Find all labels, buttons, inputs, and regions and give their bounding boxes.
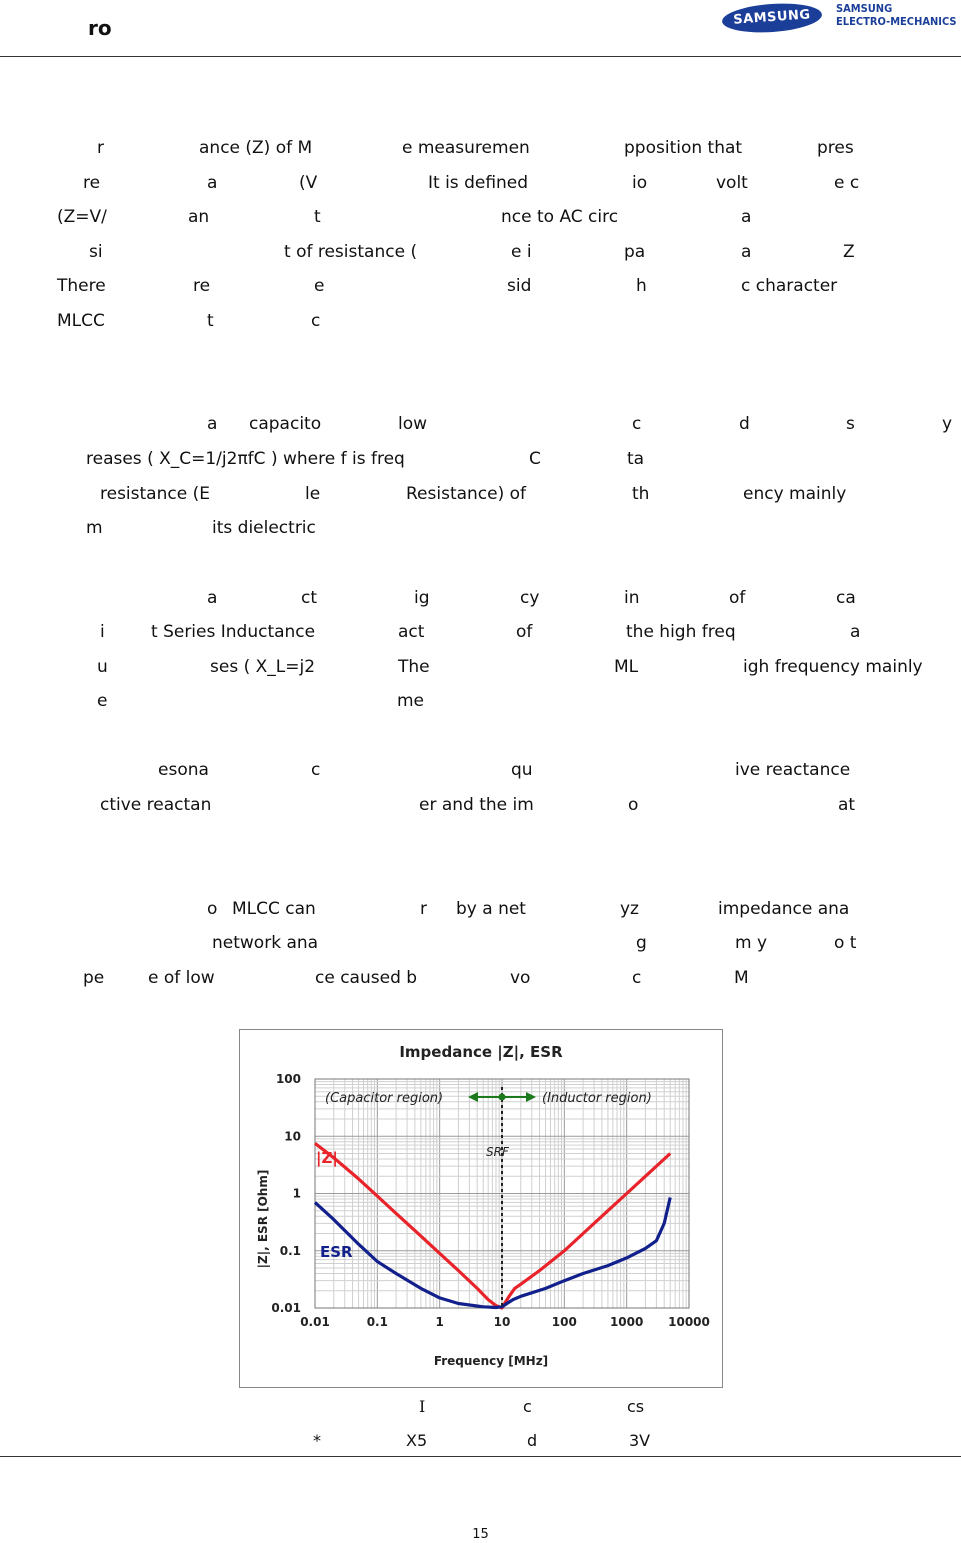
- text-fragment: o: [628, 795, 639, 815]
- esr-series-label: ESR: [320, 1243, 353, 1261]
- caption-fragment: I: [419, 1397, 426, 1416]
- text-fragment: ca: [836, 588, 856, 608]
- text-fragment: its dielectric: [212, 518, 316, 538]
- text-fragment: in: [624, 588, 640, 608]
- x-tick-label: 1000: [609, 1315, 644, 1329]
- x-tick-label: 1: [435, 1315, 444, 1329]
- text-fragment: at: [838, 795, 856, 815]
- samsung-logo: [722, 2, 958, 32]
- text-fragment: ct: [301, 588, 318, 608]
- caption-fragment: cs: [627, 1397, 645, 1416]
- text-fragment: capacito: [249, 414, 322, 434]
- text-fragment: t: [207, 311, 214, 331]
- text-fragment: The: [398, 657, 430, 677]
- text-fragment: si: [89, 242, 103, 262]
- text-fragment: a: [207, 414, 218, 434]
- text-fragment: ce caused b: [315, 968, 418, 988]
- text-fragment: c: [311, 760, 321, 780]
- caption-fragment: *: [313, 1431, 321, 1450]
- text-fragment: t Series Inductance: [151, 622, 316, 642]
- caption-fragment: d: [527, 1431, 538, 1450]
- text-fragment: pposition that: [624, 138, 743, 158]
- text-fragment: ive reactance: [735, 760, 851, 780]
- x-tick-label: 0.1: [366, 1315, 388, 1329]
- text-fragment: c: [632, 414, 642, 434]
- text-fragment: t: [314, 207, 321, 227]
- text-fragment: volt: [716, 173, 748, 193]
- text-fragment: ig: [414, 588, 430, 608]
- text-fragment: le: [305, 484, 321, 504]
- text-fragment: er and the im: [419, 795, 534, 815]
- text-fragment: It is defined: [428, 173, 529, 193]
- z-series-label: |Z|: [316, 1149, 338, 1167]
- text-fragment: y: [942, 414, 953, 434]
- text-fragment: of: [516, 622, 533, 642]
- logo-division-line2: ELECTRO-MECHANICS: [836, 15, 957, 28]
- text-fragment: igh frequency mainly: [743, 657, 923, 677]
- text-fragment: u: [97, 657, 108, 677]
- text-fragment: resistance (E: [100, 484, 210, 504]
- header-rule: [0, 56, 961, 57]
- capacitor-region-label: (Capacitor region): [325, 1091, 444, 1106]
- text-fragment: e: [314, 276, 325, 296]
- srf-label: SRF: [486, 1145, 509, 1159]
- text-fragment: Z: [843, 242, 855, 262]
- text-fragment: me: [397, 691, 425, 711]
- text-fragment: a: [850, 622, 861, 642]
- y-tick-label: 10: [284, 1129, 301, 1144]
- text-fragment: a: [741, 242, 752, 262]
- text-fragment: o: [207, 899, 218, 919]
- text-fragment: e of low: [148, 968, 215, 988]
- text-fragment: act: [398, 622, 425, 642]
- text-fragment: esona: [158, 760, 209, 780]
- text-fragment: r: [97, 138, 104, 158]
- text-fragment: d: [739, 414, 750, 434]
- text-fragment: t of resistance (: [284, 242, 418, 262]
- srf-marker-dot: [499, 1094, 506, 1101]
- text-fragment: by a net: [456, 899, 526, 919]
- text-fragment: s: [846, 414, 855, 434]
- text-fragment: c character: [741, 276, 838, 296]
- text-fragment: yz: [620, 899, 639, 919]
- text-fragment: i: [100, 622, 105, 642]
- chart-frame: [240, 1030, 723, 1388]
- x-tick-label: 10: [493, 1315, 511, 1329]
- text-fragment: There: [57, 276, 106, 296]
- text-fragment: e: [97, 691, 108, 711]
- y-tick-label: 0.1: [279, 1243, 301, 1258]
- y-tick-label: 0.01: [271, 1301, 301, 1315]
- impedance-esr-chart: [239, 1029, 723, 1388]
- text-fragment: M: [734, 968, 749, 988]
- logo-brand: SAMSUNG: [732, 7, 812, 28]
- text-fragment: ctive reactan: [100, 795, 212, 815]
- text-fragment: impedance ana: [718, 899, 850, 919]
- caption-fragment: c: [523, 1397, 532, 1416]
- inductor-region-label: (Inductor region): [542, 1091, 652, 1106]
- text-fragment: h: [636, 276, 647, 296]
- x-tick-label: 10000: [668, 1315, 710, 1329]
- text-fragment: e measuremen: [402, 138, 530, 158]
- y-axis-label: |Z|, ESR [Ohm]: [256, 1169, 270, 1269]
- text-fragment: m y: [735, 933, 768, 953]
- x-tick-label: 100: [551, 1315, 577, 1329]
- text-fragment: pres: [817, 138, 854, 158]
- samsung-oval-logo-icon: [721, 1, 823, 36]
- text-fragment: qu: [511, 760, 533, 780]
- text-fragment: low: [398, 414, 428, 434]
- text-fragment: o t: [834, 933, 857, 953]
- caption-fragment: 3V: [629, 1431, 651, 1450]
- x-axis-label: Frequency [MHz]: [433, 1354, 549, 1368]
- y-tick-label: 1: [292, 1186, 301, 1201]
- text-fragment: network ana: [212, 933, 319, 953]
- text-fragment: g: [636, 933, 647, 953]
- text-fragment: re: [193, 276, 211, 296]
- text-fragment: an: [188, 207, 210, 227]
- text-fragment: re: [83, 173, 101, 193]
- text-fragment: ML: [614, 657, 639, 677]
- logo-division-line1: SAMSUNG: [836, 2, 893, 15]
- chart-title: Impedance |Z|, ESR: [399, 1043, 563, 1061]
- logo-division: [836, 2, 957, 28]
- text-fragment: e c: [834, 173, 860, 193]
- y-tick-label: 100: [275, 1072, 301, 1086]
- text-fragment: e i: [511, 242, 532, 262]
- text-fragment: a: [207, 588, 218, 608]
- text-fragment: r: [420, 899, 427, 919]
- text-fragment: MLCC: [57, 311, 105, 331]
- text-fragment: th: [632, 484, 650, 504]
- text-fragment: a: [741, 207, 752, 227]
- text-fragment: C: [529, 449, 541, 469]
- text-fragment: io: [632, 173, 648, 193]
- text-fragment: c: [632, 968, 642, 988]
- text-fragment: ses ( X_L=j2: [210, 657, 316, 677]
- text-fragment: the high freq: [626, 622, 736, 642]
- text-fragment: nce to AC circ: [501, 207, 619, 227]
- text-fragment: ance (Z) of M: [199, 138, 313, 158]
- text-fragment: c: [311, 311, 321, 331]
- text-fragment: sid: [507, 276, 532, 296]
- text-fragment: MLCC can: [232, 899, 316, 919]
- caption-fragment: X5: [406, 1431, 428, 1450]
- text-fragment: ta: [627, 449, 645, 469]
- text-fragment: pa: [624, 242, 646, 262]
- text-fragment: pe: [83, 968, 105, 988]
- x-tick-label: 0.01: [300, 1315, 330, 1329]
- page-number: 15: [472, 1527, 489, 1542]
- text-fragment: of: [729, 588, 746, 608]
- footer-rule: [0, 1456, 961, 1457]
- text-fragment: reases ( X_C=1/j2πfC ) where f is freq: [86, 449, 405, 469]
- text-fragment: (V: [299, 173, 318, 193]
- text-fragment: a: [207, 173, 218, 193]
- text-fragment: Resistance) of: [406, 484, 527, 504]
- text-fragment: vo: [510, 968, 531, 988]
- header-title: ro: [88, 16, 112, 40]
- text-fragment: cy: [520, 588, 540, 608]
- text-fragment: (Z=V/: [57, 207, 107, 227]
- text-fragment: m: [86, 518, 103, 538]
- text-fragment: ency mainly: [743, 484, 847, 504]
